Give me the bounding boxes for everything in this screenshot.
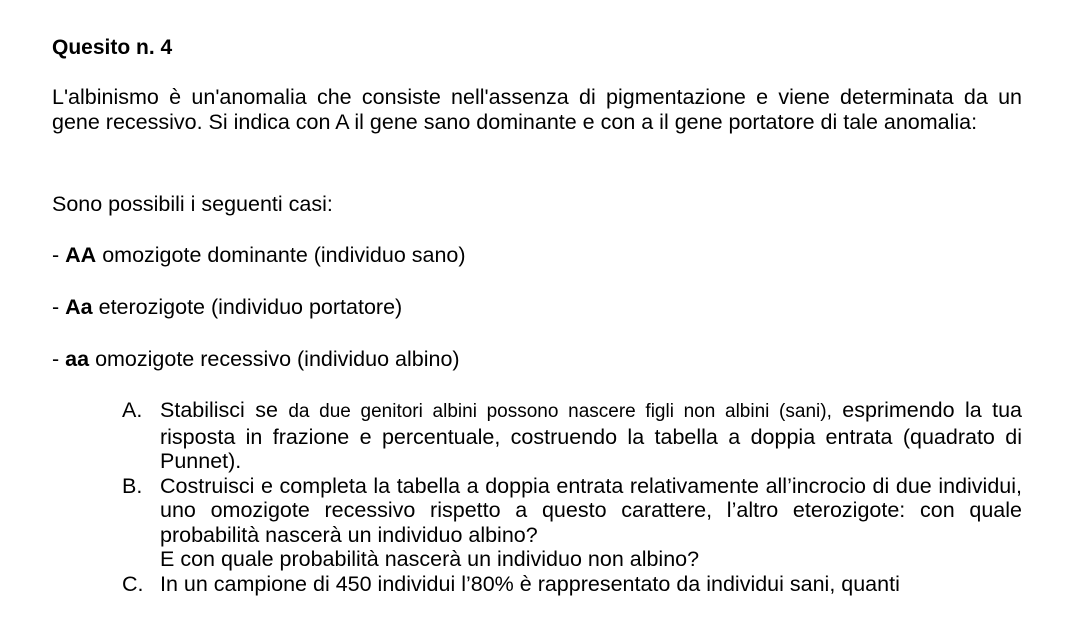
question-text-part1: Stabilisci se bbox=[160, 398, 278, 422]
question-text-part2: da due genitori albini possono nascere figli non albini (sani), bbox=[288, 401, 832, 422]
question-text-followup: E con quale probabilità nascerà un individuo non albino? bbox=[160, 547, 700, 571]
case-text: eterozigote (individuo portatore) bbox=[98, 295, 403, 319]
case-text: omozigote recessivo (individuo albino) bbox=[95, 347, 460, 371]
case-item-aa-heterozygous bbox=[52, 295, 402, 320]
question-list bbox=[118, 398, 1022, 596]
cases-intro: Sono possibili i seguenti casi: bbox=[52, 192, 333, 216]
case-text: omozigote dominante (individuo sano) bbox=[102, 243, 466, 267]
question-item-a bbox=[118, 398, 1022, 474]
case-code: AA bbox=[65, 243, 97, 267]
question-letter: B. bbox=[122, 473, 143, 498]
question-letter: C. bbox=[122, 571, 144, 596]
case-item-aa-recessive bbox=[52, 347, 460, 372]
question-item-c bbox=[118, 572, 1022, 596]
case-dash: - bbox=[52, 295, 60, 319]
question-item-b bbox=[118, 474, 1022, 572]
question-letter: A. bbox=[122, 398, 143, 422]
question-title: Quesito n. 4 bbox=[52, 36, 173, 59]
question-text: In un campione di 450 individui l’80% è rappresentato da individui sani, quanti bbox=[160, 571, 900, 596]
intro-paragraph: L'albinismo è un'anomalia che consiste nell'assenza di pigmentazione e viene determinata da un gene recessivo. Si indica con A il gene sano dominante e con a il gene portatore di tale anomalia: bbox=[52, 85, 1022, 134]
case-code: aa bbox=[65, 347, 90, 371]
case-dash: - bbox=[52, 347, 60, 371]
case-code: Aa bbox=[65, 295, 93, 319]
case-dash: - bbox=[52, 243, 60, 267]
question-text-part3: esprimendo la tua risposta in frazione e percentuale, costruendo la tabella a doppia entrata (quadrato di Punnet). bbox=[160, 398, 1022, 473]
question-text: Costruisci e completa la tabella a doppia entrata relativamente all’incrocio di due individui, uno omozigote recessivo rispetto a questo carattere, l’altro eterozigote: con quale probabilità nascerà un individuo albino? bbox=[160, 473, 1022, 547]
case-item-aa-dominant bbox=[52, 243, 466, 268]
